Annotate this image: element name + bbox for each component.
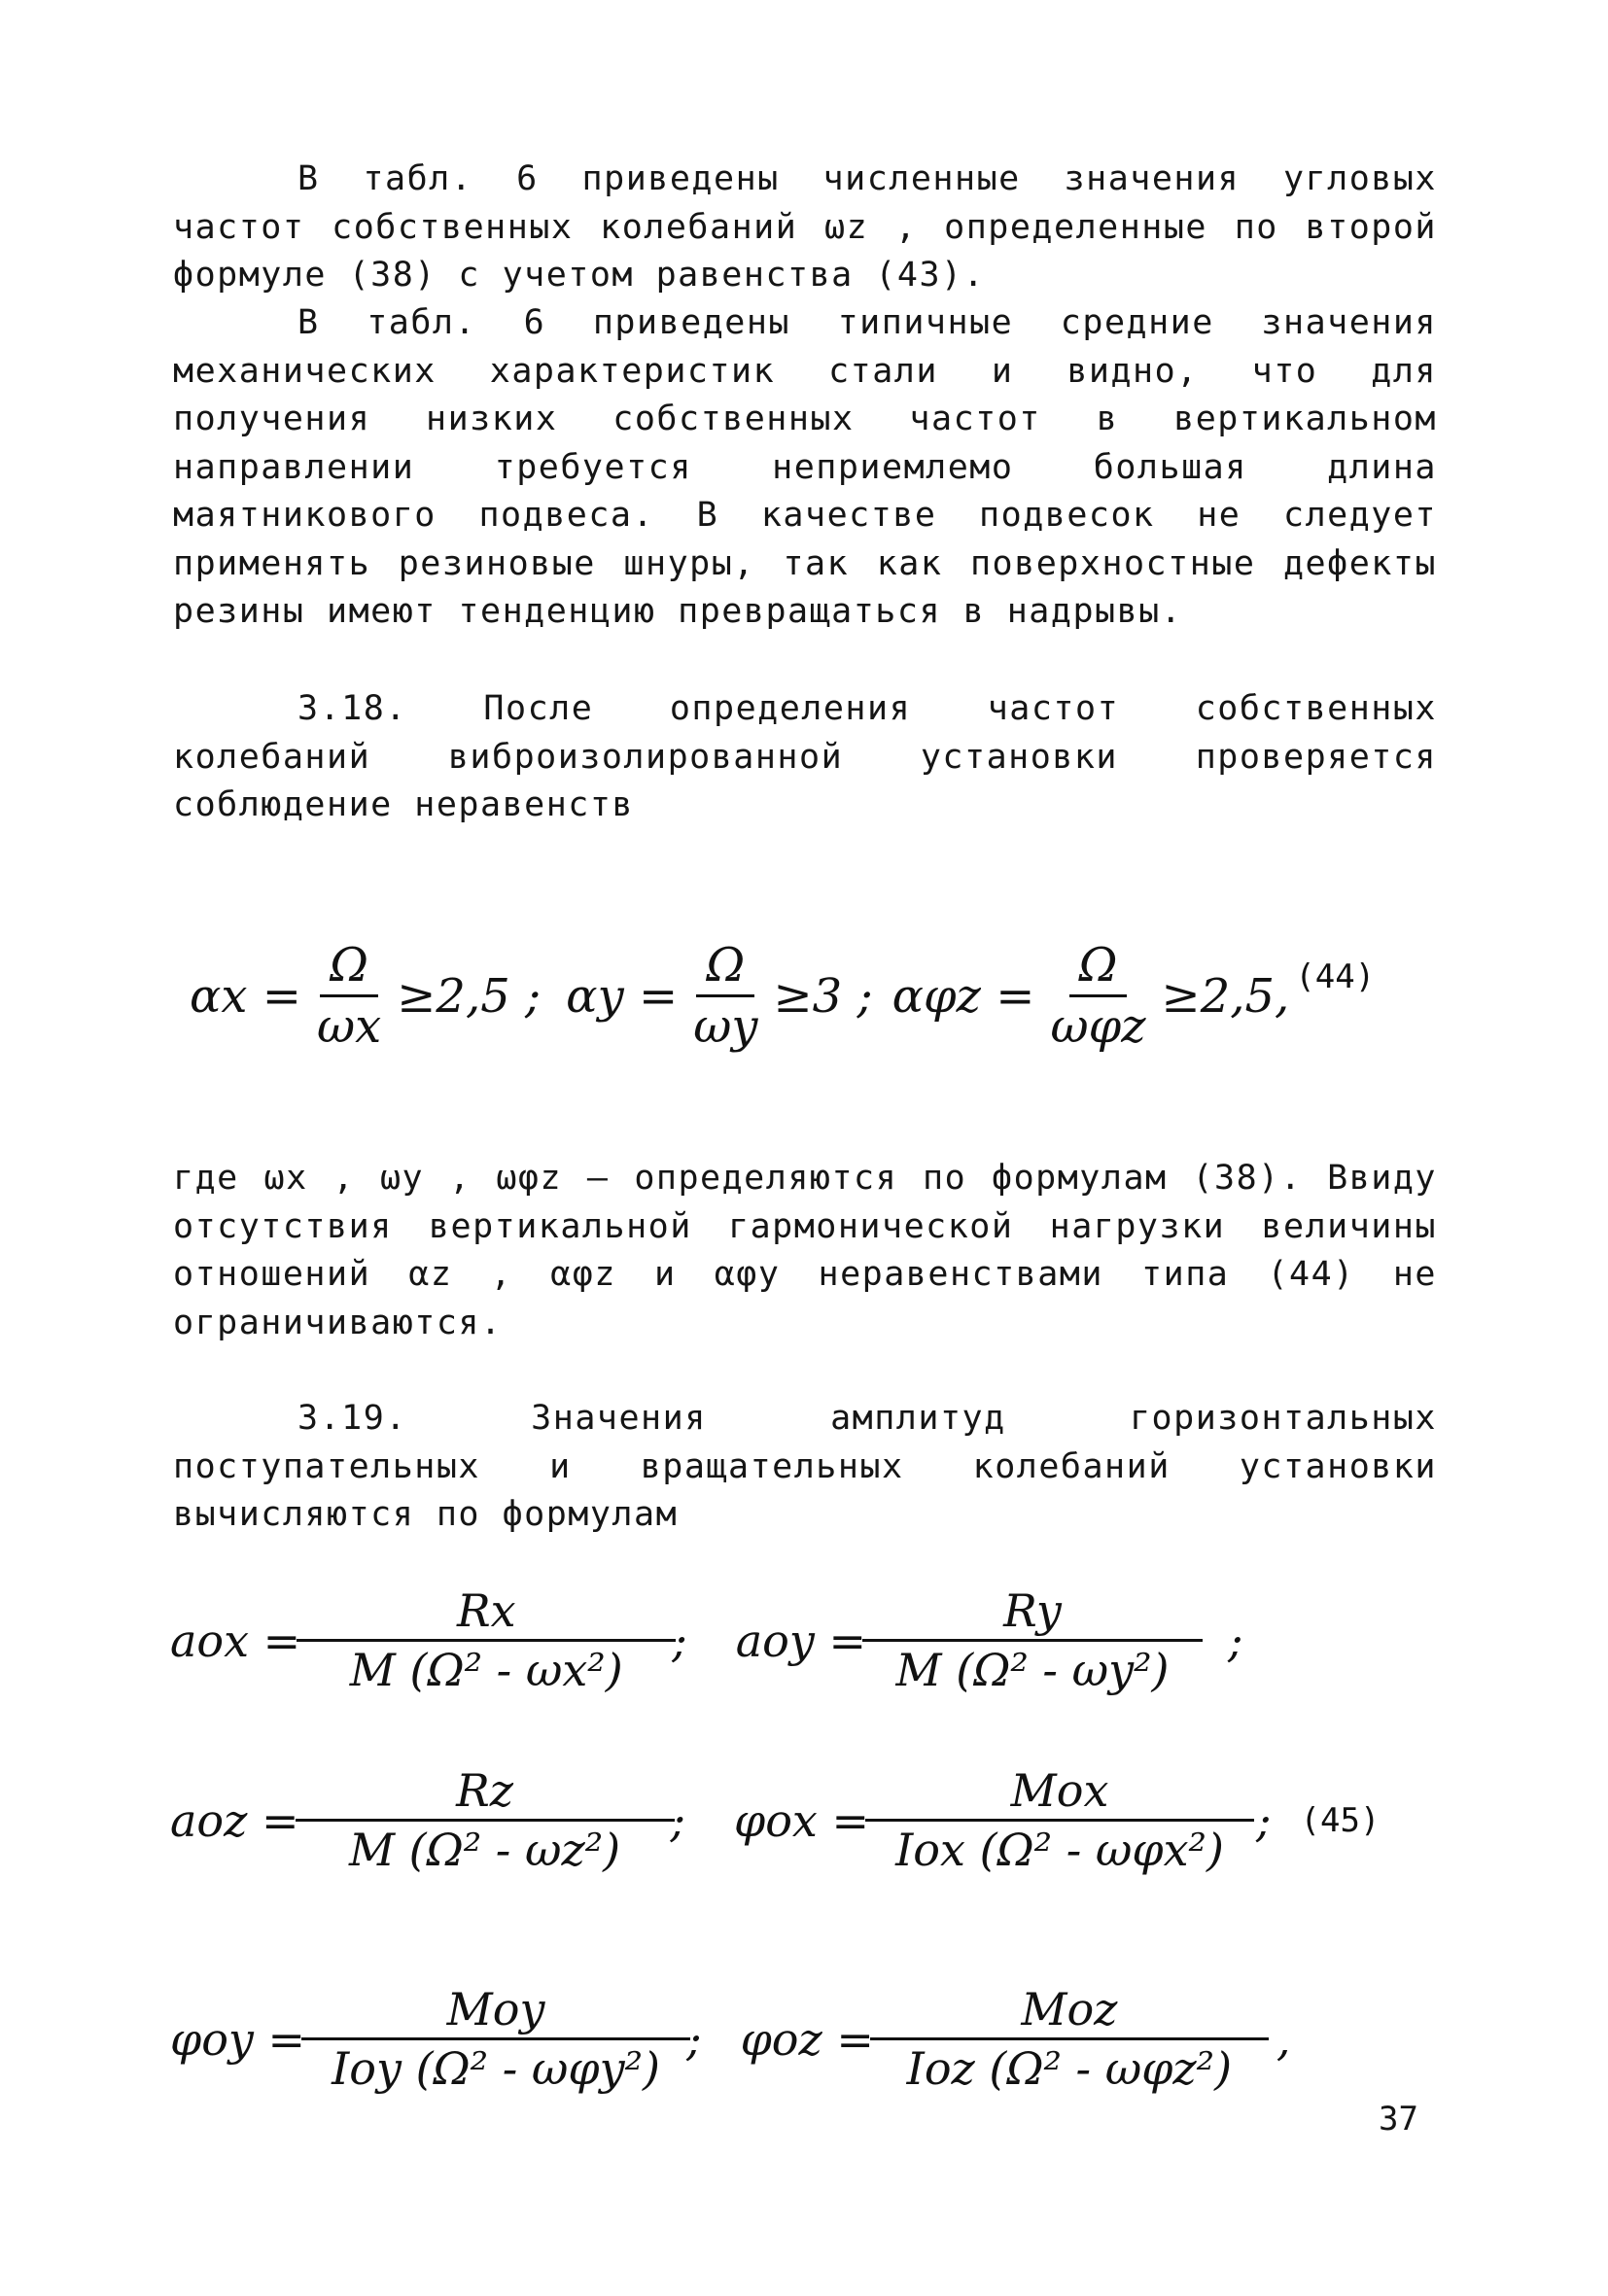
eq45-aox-numerator: Rx [297, 1584, 676, 1642]
eq45-phioz-numerator: Moz [870, 1983, 1269, 2040]
eq44-phiz-numerator: Ω [1069, 938, 1128, 997]
eq44-label: (44) [1295, 957, 1376, 996]
eq44-y-denominator: ωy [693, 999, 758, 1054]
eq45-aoy-numerator: Ry [862, 1584, 1203, 1642]
eq44-alpha-x-lhs: αx = [190, 968, 301, 1024]
eq45-aoz-denominator: M (Ω² - ωz²) [348, 1824, 621, 1876]
eq45-aoz-lhs: aoz = [170, 1793, 299, 1847]
eq45-row1-separator-2: ; [1228, 1614, 1243, 1667]
eq45-row3-end-comma: , [1276, 2012, 1291, 2066]
eq45-row1-separator-1: ; [672, 1614, 687, 1667]
eq44-alpha-y-lhs: αy = [566, 968, 679, 1024]
eq44-phiz-condition: ≥2,5, [1161, 968, 1290, 1024]
eq44-fraction-x [307, 938, 391, 1054]
eq45-phioy-lhs: φoy = [170, 2012, 306, 2066]
eq44-x-numerator: Ω [320, 938, 378, 997]
paragraph-where-definitions: где ωx , ωy , ωφz – определяются по формулам (38). Ввиду отсутствия вертикальной гармонической нагрузки величины отношений αz , αφz и αφy неравенствами типа (44) не ограничиваются. [173, 1159, 1437, 1342]
page-number: 37 [1379, 2100, 1418, 2139]
eq45-aox-fraction [306, 1584, 666, 1696]
eq44-x-denominator: ωx [316, 999, 382, 1054]
eq45-row3-separator-1: ; [686, 2012, 702, 2066]
eq45-phiox-fraction [875, 1764, 1244, 1876]
eq45-aoz-numerator: Rz [296, 1764, 675, 1822]
equation-45-row-2 [170, 1764, 1380, 1876]
eq45-row2-separator-2: ; [1256, 1793, 1272, 1847]
eq45-phiox-numerator: Mox [865, 1764, 1254, 1822]
eq44-alpha-phiz-lhs: αφz = [891, 968, 1035, 1024]
eq45-phioy-fraction [311, 1983, 681, 2095]
eq45-phioz-lhs: φoz = [740, 2012, 874, 2066]
eq45-aoy-lhs: aoy = [735, 1614, 867, 1667]
eq44-fraction-phiz [1040, 938, 1155, 1054]
eq44-y-condition: ≥3 ; [773, 968, 873, 1024]
eq45-label: (45) [1300, 1800, 1381, 1840]
eq45-phioz-fraction [880, 1983, 1259, 2095]
paragraph-table6-frequencies: В табл. 6 приведены численные значения угловых частот собственных колебаний ωz , определенные по второй формуле (38) с учетом равенства (43). [173, 159, 1437, 295]
eq44-fraction-y [683, 938, 767, 1054]
eq45-row2-separator-1: ; [670, 1793, 686, 1847]
eq45-aoy-fraction [872, 1584, 1193, 1696]
eq45-phioy-numerator: Moy [301, 1983, 690, 2040]
eq45-phioz-denominator: Ioz (Ω² - ωφz²) [906, 2042, 1233, 2095]
eq45-aox-denominator: M (Ω² - ωx²) [349, 1644, 623, 1696]
paragraph-section-3-19: 3.19. Значения амплитуд горизонтальных поступательных и вращательных колебаний установки вычисляются по формулам [173, 1399, 1437, 1534]
eq45-aoy-denominator: M (Ω² - ωy²) [895, 1644, 1170, 1696]
equation-44 [190, 938, 1375, 1054]
paragraph-section-3-18: 3.18. После определения частот собственных колебаний виброизолированной установки проверяется соблюдение неравенств [173, 689, 1437, 824]
eq44-x-condition: ≥2,5 ; [397, 968, 542, 1024]
equation-45-row-1 [170, 1584, 1243, 1696]
eq45-aoz-fraction [305, 1764, 665, 1876]
equation-45-row-3 [170, 1983, 1291, 2095]
eq45-phioy-denominator: Ioy (Ω² - ωφy²) [332, 2042, 660, 2095]
eq44-y-numerator: Ω [696, 938, 754, 997]
eq45-phiox-lhs: φox = [734, 1793, 870, 1847]
eq45-phiox-denominator: Iox (Ω² - ωφx²) [895, 1824, 1224, 1876]
paragraph-table6-steel: В табл. 6 приведены типичные средние значения механических характеристик стали и видно, что для получения низких собственных частот в вертикальном направлении требуется неприемлемо большая длина маятникового подвеса. В качестве подвесок не следует применять резиновые шнуры, так как поверхностные дефекты резины имеют тенденцию превращаться в надрывы. [173, 303, 1437, 631]
eq45-aox-lhs: aox = [170, 1614, 301, 1667]
eq44-phiz-denominator: ωφz [1050, 999, 1146, 1054]
